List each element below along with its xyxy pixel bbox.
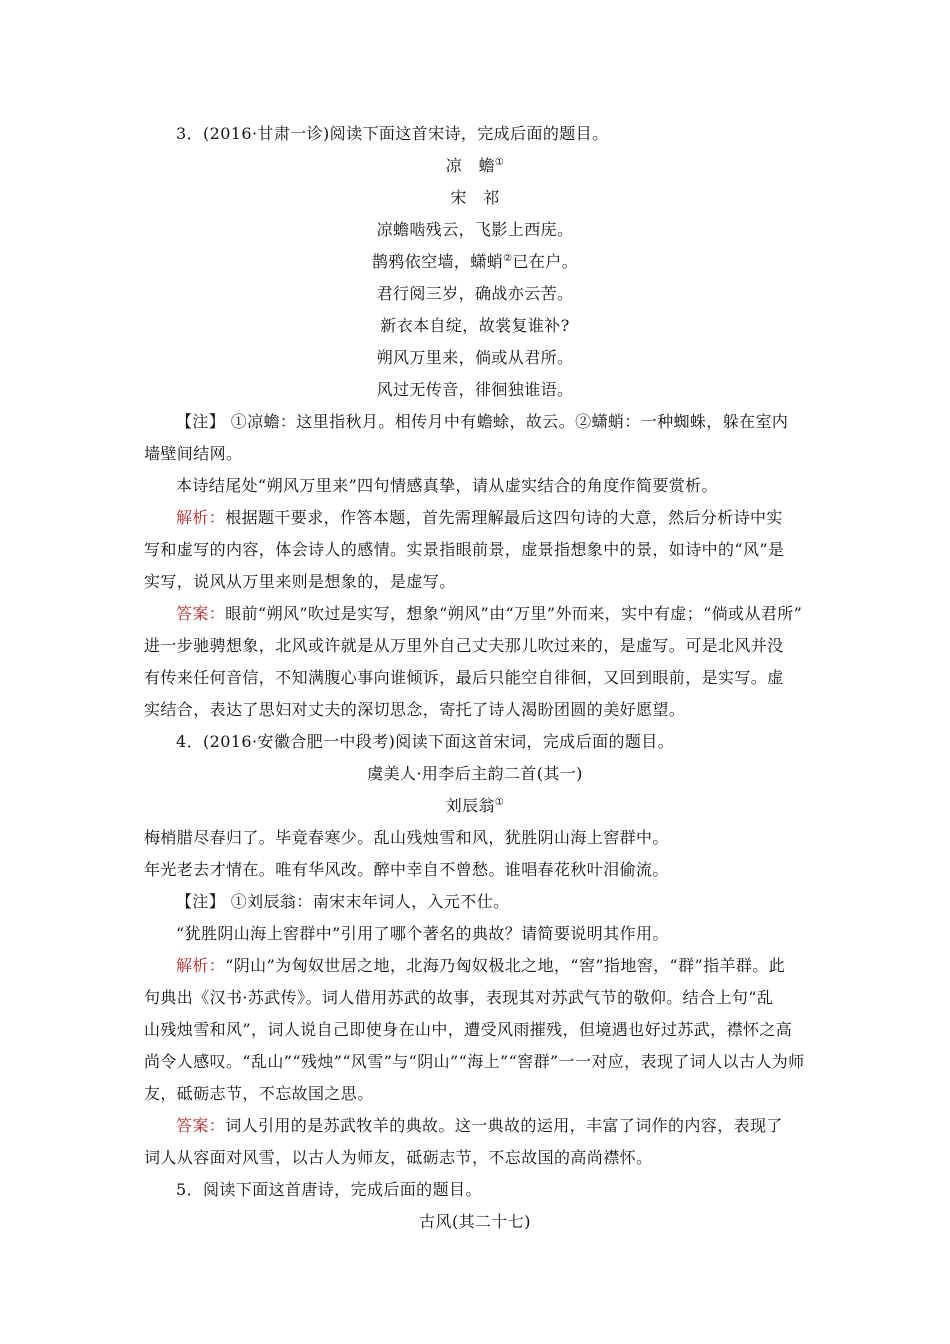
footnote-marker: ①	[494, 157, 505, 168]
q3-note-cont: 墙壁间结网。	[144, 444, 243, 463]
footnote-marker: ②	[503, 253, 513, 264]
q4-analysis: 解析：“阴山”为匈奴世居之地，北海乃匈奴极北之地，“窖”指地窖，“群”指羊群。此	[176, 956, 786, 975]
q3-poem-line: 风过无传音，徘徊独谁语。	[376, 380, 574, 399]
q4-title: 虞美人·用李后主韵二首(其一)	[367, 764, 583, 783]
q4-poem-line: 梅梢腊尽春归了。毕竟春寒少。乱山残烛雪和风，犹胜阴山海上窖群中。	[144, 828, 669, 847]
q4-analysis-cont: 山残烛雪和风”，词人说自己即使身在山中，遭受风雨摧残，但境遇也好过苏武，襟怀之高	[144, 1020, 793, 1039]
q5-title: 古风(其二十七)	[419, 1212, 531, 1231]
q3-stem: 3．(2016·甘肃一诊)阅读下面这首宋诗，完成后面的题目。	[176, 124, 609, 143]
q3-poem-line: 鹊鸦依空墙，蟏蛸②已在户。	[371, 252, 579, 271]
answer-label: 答案：	[176, 604, 226, 623]
analysis-label: 解析：	[176, 508, 226, 527]
q4-analysis-cont: 句典出《汉书·苏武传》。词人借用苏武的故事，表现其对苏武气节的敬仰。结合上句“乱	[144, 988, 774, 1007]
q3-answer-cont: 进一步驰骋想象，北风或许就是从万里外自己丈夫那儿吹过来的，是虚写。可是北风并没	[144, 636, 784, 655]
q3-analysis: 解析：根据题干要求，作答本题，首先需理解最后这四句诗的大意，然后分析诗中实	[176, 508, 783, 527]
footnote-marker: ①	[494, 797, 505, 808]
q4-poem-line: 年光老去才情在。唯有华风改。醉中幸自不曾愁。谁唱春花秋叶泪偷流。	[144, 860, 669, 879]
q3-poem-title: 凉 蟾①	[445, 156, 505, 175]
q3-answer: 答案：眼前“朔风”吹过是实写，想象“朔风”由“万里”外而来，实中有虚；“倘或从君所”	[176, 604, 803, 623]
q4-question: “犹胜阴山海上窖群中”引用了哪个著名的典故？请简要说明其作用。	[176, 924, 669, 943]
q3-analysis-cont: 实写，说风从万里来则是想象的，是虚写。	[144, 572, 456, 591]
q3-answer-cont: 实结合，表达了思妇对丈夫的深切思念，寄托了诗人渴盼团圆的美好愿望。	[144, 700, 686, 719]
q4-stem: 4．(2016·安徽合肥一中段考)阅读下面这首宋词，完成后面的题目。	[176, 732, 675, 751]
q3-analysis-cont: 写和虚写的内容，体会诗人的感情。实景指眼前景，虚景指想象中的景，如诗中的“风”是	[144, 540, 785, 559]
q3-author: 宋 祁	[450, 188, 500, 207]
q4-answer: 答案：词人引用的是苏武牧羊的典故。这一典故的运用，丰富了词作的内容，表现了	[176, 1116, 783, 1135]
q3-poem-line: 新衣本自绽，故裳复谁补?	[380, 316, 570, 335]
document-page	[0, 118, 950, 1238]
q4-note: 【注】 ①刘辰翁：南宋末年词人，入元不仕。	[176, 892, 510, 911]
q3-question: 本诗结尾处“朔风万里来”四句情感真挚，请从虚实结合的角度作简要赏析。	[176, 476, 718, 495]
q3-note: 【注】 ①凉蟾：这里指秋月。相传月中有蟾蜍，故云。②蟏蛸：一种蜘蛛，躲在室内	[176, 412, 789, 431]
q4-author: 刘辰翁①	[445, 796, 505, 815]
q4-analysis-cont: 友，砥砺志节，不忘故国之思。	[144, 1084, 374, 1103]
analysis-label: 解析：	[176, 956, 226, 975]
q4-answer-cont: 词人从容面对风雪，以古人为师友，砥砺志节，不忘故国的高尚襟怀。	[144, 1148, 653, 1167]
q5-stem: 5．阅读下面这首唐诗，完成后面的题目。	[176, 1180, 482, 1199]
answer-label: 答案：	[176, 1116, 226, 1135]
q4-analysis-cont: 尚令人感叹。“乱山”“残烛”“风雪”与“阴山”“海上”“窖群”一一对应，表现了词人以古人为师	[144, 1052, 805, 1071]
q3-poem-line: 凉蟾啮残云，飞影上西庑。	[376, 220, 574, 239]
q3-answer-cont: 有传来任何音信，不知满腹心事向谁倾诉，最后只能空自徘徊，又回到眼前，是实写。虚	[144, 668, 784, 687]
q3-poem-line: 朔风万里来，倘或从君所。	[376, 348, 574, 367]
q3-poem-line: 君行阅三岁，确战亦云苦。	[376, 284, 574, 303]
